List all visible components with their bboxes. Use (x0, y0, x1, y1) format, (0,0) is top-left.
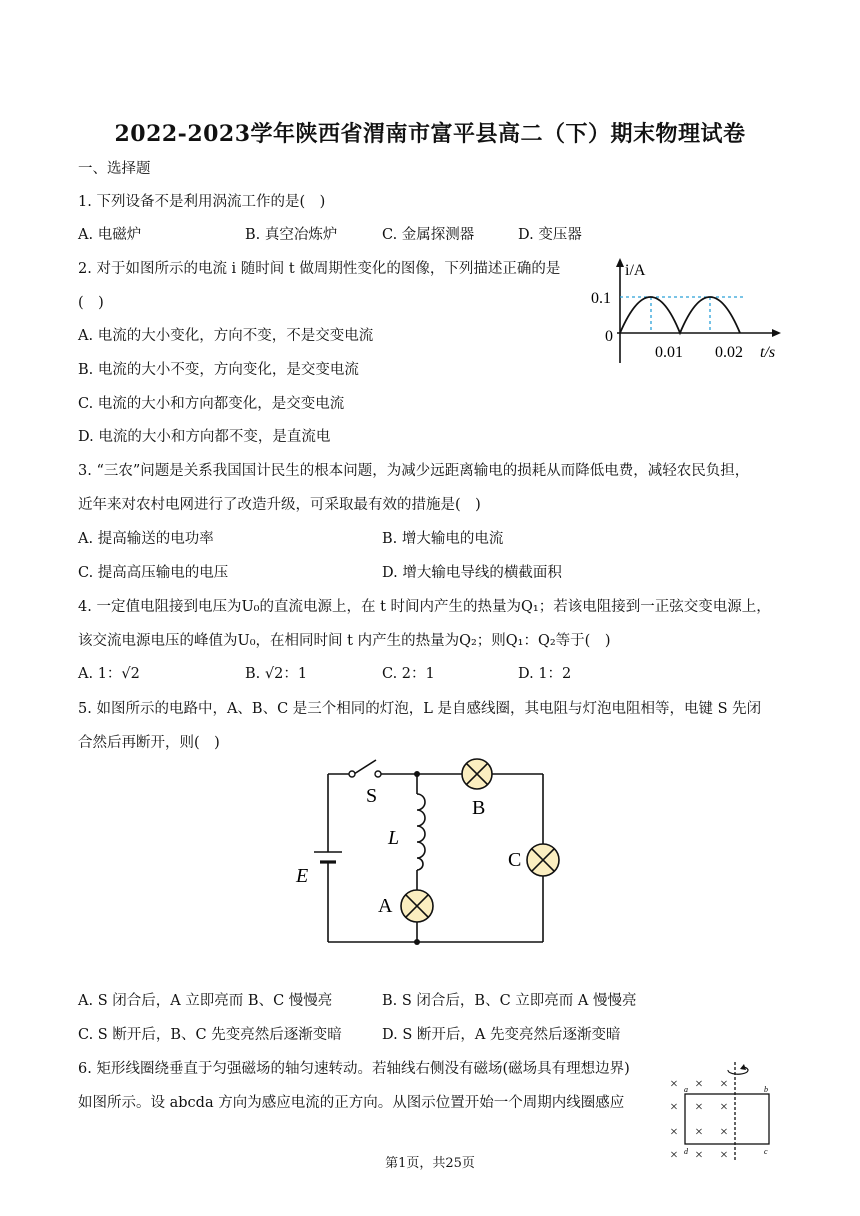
magnetic-field-crosses (670, 1077, 728, 1163)
q6-stem-line2: 如图所示。设 abcda 方向为感应电流的正方向。从图示位置开始一个周期内线圈感应 (78, 1095, 625, 1111)
graph-current-curve (620, 297, 740, 333)
q5-stem-line2: 合然后再断开，则( ) (78, 735, 220, 751)
coil-label-b: b (764, 1085, 768, 1094)
q2-option-c: C. 电流的大小和方向都变化，是交变电流 (78, 396, 345, 412)
section-heading: 一、选择题 (78, 161, 151, 177)
q5-circuit-diagram (290, 752, 580, 964)
q2-option-d: D. 电流的大小和方向都不变，是直流电 (78, 429, 331, 445)
label-bulb-b: B (472, 797, 486, 819)
q5-option-c: C. S 断开后，B、C 先变亮然后逐渐变暗 (78, 1027, 342, 1043)
svg-text:×: × (720, 1077, 728, 1092)
label-switch-s: S (366, 785, 378, 807)
svg-text:×: × (670, 1125, 678, 1140)
svg-text:×: × (720, 1100, 728, 1115)
inductor-coil (417, 794, 425, 870)
svg-text:×: × (695, 1077, 703, 1092)
q5-option-d: D. S 断开后，A 先变亮然后逐渐变暗 (382, 1027, 621, 1043)
q3-option-d: D. 增大输电导线的横截面积 (382, 565, 562, 581)
label-inductor-l: L (388, 827, 400, 849)
q1-option-a: A. 电磁炉 (78, 227, 142, 243)
bulb-c (527, 844, 559, 876)
svg-text:×: × (670, 1100, 678, 1115)
q3-option-a: A. 提高输送的电功率 (78, 531, 214, 547)
q5-stem-line1: 5. 如图所示的电路中，A、B、C 是三个相同的灯泡，L 是自感线圈，其电阻与灯泡电阻相等，电键 S 先闭 (78, 701, 762, 717)
switch-contact (375, 771, 381, 777)
bulb-a (401, 890, 433, 922)
q1-option-c: C. 金属探测器 (382, 227, 475, 243)
q3-stem-line2: 近年来对农村电网进行了改造升级，可采取最有效的措施是( ) (78, 497, 481, 513)
coil-label-d: d (684, 1147, 688, 1156)
q2-current-graph (591, 255, 795, 370)
svg-text:×: × (720, 1148, 728, 1163)
junction-dot (414, 939, 420, 945)
q4-option-b: B. √2：1 (245, 666, 308, 682)
q5-option-a: A. S 闭合后，A 立即亮而 B、C 慢慢亮 (78, 993, 333, 1009)
graph-x-arrow (772, 329, 781, 337)
svg-text:×: × (720, 1125, 728, 1140)
q5-option-b: B. S 闭合后，B、C 立即亮而 A 慢慢亮 (382, 993, 637, 1009)
svg-text:×: × (670, 1148, 678, 1163)
q4-option-d: D. 1：2 (518, 666, 572, 682)
label-source-e: E (296, 865, 309, 887)
q2-stem-line1: 2. 对于如图所示的电流 i 随时间 t 做周期性变化的图像，下列描述正确的是 (78, 261, 561, 277)
svg-text:×: × (670, 1077, 678, 1092)
graph-ylabel: i/A (625, 262, 646, 279)
page-title: 2022-2023学年陕西省渭南市富平县高二（下）期末物理试卷 (114, 121, 746, 147)
q6-coil-figure (664, 1060, 784, 1166)
bulb-b (462, 759, 492, 789)
label-bulb-c: C (508, 849, 522, 871)
q6-stem-line1: 6. 矩形线圈绕垂直于匀强磁场的轴匀速转动。若轴线右侧没有磁场(磁场具有理想边界) (78, 1061, 630, 1077)
graph-x-tick-1: 0.01 (655, 344, 683, 361)
page-footer: 第1页，共25页 (385, 1156, 475, 1171)
q3-option-b: B. 增大输电的电流 (382, 531, 504, 547)
graph-x-tick-2: 0.02 (715, 344, 743, 361)
q3-option-c: C. 提高高压输电的电压 (78, 565, 229, 581)
graph-xlabel: t/s (760, 344, 776, 361)
graph-y-arrow (616, 258, 624, 267)
label-bulb-a: A (378, 895, 393, 917)
q4-option-c: C. 2：1 (382, 666, 435, 682)
coil-label-a: a (684, 1085, 688, 1094)
q2-option-b: B. 电流的大小不变，方向变化，是交变电流 (78, 362, 359, 378)
svg-text:×: × (695, 1148, 703, 1163)
svg-text:×: × (695, 1100, 703, 1115)
q4-option-a: A. 1：√2 (78, 666, 140, 682)
coil-label-c: c (764, 1147, 768, 1156)
graph-origin: 0 (605, 328, 613, 345)
svg-text:×: × (695, 1125, 703, 1140)
q1-option-b: B. 真空冶炼炉 (245, 227, 338, 243)
q1-stem: 1. 下列设备不是利用涡流工作的是( ) (78, 194, 326, 210)
q4-stem-line2: 该交流电源电压的峰值为U₀，在相同时间 t 内产生的热量为Q₂；则Q₁：Q₂等于( ) (78, 633, 611, 649)
q1-option-d: D. 变压器 (518, 227, 582, 243)
q4-stem-line1: 4. 一定值电阻接到电压为U₀的直流电源上，在 t 时间内产生的热量为Q₁；若该电阻接到一正弦交变电源上， (78, 599, 771, 615)
q2-stem-line2: ( ) (78, 295, 104, 311)
q3-stem-line1: 3. “三农”问题是关系我国国计民生的根本问题，为减少远距离输电的损耗从而降低电费，减轻农民负担， (78, 463, 750, 479)
switch-contact (349, 771, 355, 777)
graph-y-tick: 0.1 (591, 290, 611, 307)
junction-dot (414, 771, 420, 777)
q2-option-a: A. 电流的大小变化，方向不变，不是交变电流 (78, 328, 374, 344)
